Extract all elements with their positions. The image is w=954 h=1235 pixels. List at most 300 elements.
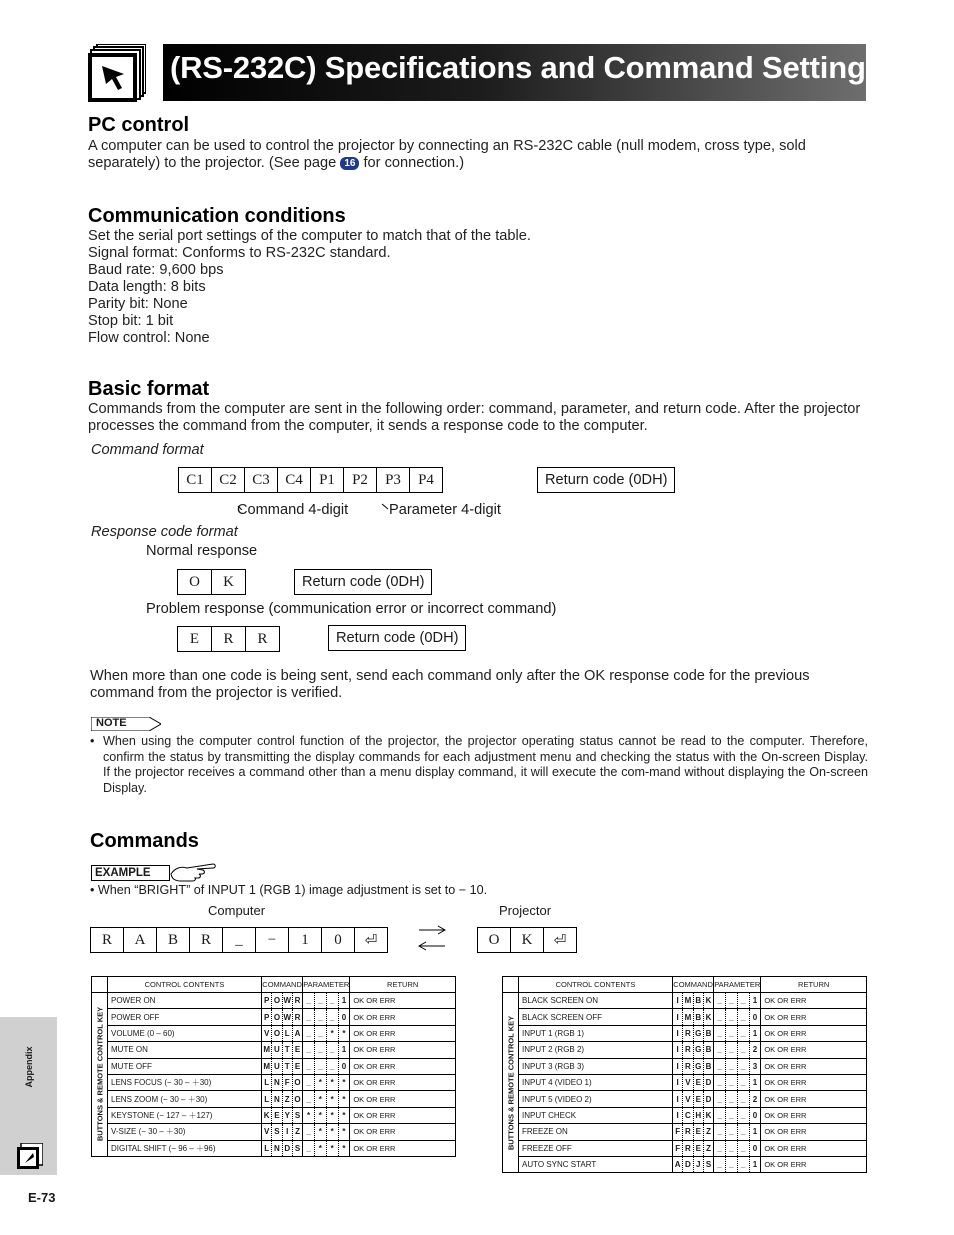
parameter-char-cell: 1: [749, 1074, 761, 1090]
parameter-char-cell: *: [314, 1124, 326, 1140]
command-char-cell: I: [673, 1042, 683, 1058]
return-cell: OK OR ERR: [761, 1058, 867, 1074]
parameter-char-cell: _: [737, 1058, 749, 1074]
parameter-char-cell: _: [303, 1042, 315, 1058]
control-contents-cell: INPUT 5 (VIDEO 2): [519, 1091, 673, 1107]
command-char-cell: E: [693, 1091, 703, 1107]
control-contents-cell: BLACK SCREEN OFF: [519, 1009, 673, 1025]
example-cell: K: [511, 928, 544, 952]
problem-response-cells: [177, 626, 280, 652]
command-char-cell: U: [272, 1042, 282, 1058]
return-cell: OK OR ERR: [350, 1074, 456, 1090]
parameter-cell: P4: [418, 471, 434, 488]
command-char-cell: R: [292, 1009, 302, 1025]
parameter-char-cell: 1: [338, 993, 350, 1009]
return-cell: OK OR ERR: [761, 1124, 867, 1140]
parameter-char-cell: _: [725, 1140, 737, 1156]
return-code-box: Return code (0DH): [537, 467, 675, 493]
command-char-cell: F: [673, 1124, 683, 1140]
parameter-char-cell: _: [303, 1058, 315, 1074]
example-command-cells: [90, 927, 388, 953]
command-char-cell: O: [272, 993, 282, 1009]
parameter-char-cell: _: [714, 1107, 726, 1123]
command-char-cell: Z: [292, 1124, 302, 1140]
header-parameter: PARAMETER: [303, 977, 350, 993]
command-char-cell: N: [272, 1140, 282, 1156]
parameter-char-cell: _: [303, 1074, 315, 1090]
side-label-cell: [503, 993, 519, 1173]
control-contents-cell: INPUT 2 (RGB 2): [519, 1042, 673, 1058]
command-char-cell: D: [683, 1156, 693, 1172]
parameter-char-cell: _: [714, 1042, 726, 1058]
control-contents-cell: KEYSTONE (− 127 – ＋127): [108, 1107, 262, 1123]
table-row: [92, 1140, 456, 1156]
example-cell: B: [157, 928, 190, 952]
command-char-cell: F: [282, 1074, 292, 1090]
parameter-char-cell: 2: [749, 1042, 761, 1058]
command-char-cell: I: [673, 1058, 683, 1074]
header-return: RETURN: [350, 977, 456, 993]
command-char-cell: V: [683, 1091, 693, 1107]
command-char-cell: E: [292, 1042, 302, 1058]
command-char-cell: R: [292, 993, 302, 1009]
command-char-cell: D: [703, 1091, 713, 1107]
parameter-char-cell: _: [725, 1058, 737, 1074]
command-char-cell: I: [673, 1107, 683, 1123]
parameter-char-cell: _: [303, 1091, 315, 1107]
computer-label: Computer: [208, 903, 266, 918]
table-row: [503, 1156, 867, 1172]
parameter-char-cell: _: [314, 993, 326, 1009]
parameter-char-cell: _: [314, 1042, 326, 1058]
parameter-char-cell: _: [303, 1140, 315, 1156]
command-char-cell: O: [292, 1091, 302, 1107]
example-cell: 0: [322, 928, 355, 952]
command-char-cell: G: [693, 1042, 703, 1058]
parameter-char-cell: *: [326, 1091, 338, 1107]
commands-heading: Commands: [90, 830, 199, 852]
parameter-char-cell: _: [714, 1124, 726, 1140]
example-cell: R: [190, 928, 223, 952]
command-char-cell: B: [703, 1042, 713, 1058]
parameter-digit-label: Parameter 4-digit: [389, 502, 501, 518]
example-cell: _: [223, 928, 256, 952]
command-char-cell: D: [703, 1074, 713, 1090]
parameter-char-cell: *: [326, 1124, 338, 1140]
normal-response-label: Normal response: [146, 543, 258, 559]
command-char-cell: E: [693, 1124, 703, 1140]
parameter-char-cell: 0: [749, 1140, 761, 1156]
parameter-char-cell: _: [303, 1025, 315, 1041]
page-title: (RS-232C) Specifications and Command Settings: [170, 50, 883, 85]
return-key-cell: ⏎: [364, 932, 378, 949]
return-cell: OK OR ERR: [350, 1009, 456, 1025]
response-format-label: Response code format: [91, 524, 238, 540]
command-char-cell: N: [272, 1091, 282, 1107]
command-char-cell: I: [673, 1074, 683, 1090]
control-contents-cell: INPUT CHECK: [519, 1107, 673, 1123]
parameter-char-cell: 1: [338, 1042, 350, 1058]
parameter-char-cell: _: [737, 1025, 749, 1041]
parameter-char-cell: *: [338, 1091, 350, 1107]
parameter-char-cell: _: [714, 1058, 726, 1074]
command-char-cell: M: [683, 1009, 693, 1025]
header-command: COMMAND: [673, 977, 714, 993]
comm-line: Data length: 8 bits: [88, 279, 206, 295]
note-bullet: •: [90, 734, 95, 748]
control-contents-cell: MUTE ON: [108, 1042, 262, 1058]
communication-heading: Communication conditions: [88, 205, 346, 227]
normal-return-code-box: Return code (0DH): [294, 569, 432, 595]
parameter-char-cell: _: [714, 1091, 726, 1107]
return-cell: OK OR ERR: [350, 1091, 456, 1107]
command-char-cell: K: [703, 993, 713, 1009]
command-char-cell: M: [683, 993, 693, 1009]
command-char-cell: B: [693, 1009, 703, 1025]
projector-label: Projector: [499, 903, 552, 918]
example-cell: O: [478, 928, 511, 952]
control-contents-cell: FREEZE OFF: [519, 1140, 673, 1156]
comm-line: Stop bit: 1 bit: [88, 313, 174, 329]
command-char-cell: B: [703, 1058, 713, 1074]
command-char-cell: M: [262, 1042, 272, 1058]
command-char-cell: T: [282, 1042, 292, 1058]
return-cell: OK OR ERR: [350, 1124, 456, 1140]
response-cell: K: [223, 573, 234, 590]
header-return: RETURN: [761, 977, 867, 993]
parameter-char-cell: 0: [338, 1009, 350, 1025]
return-cell: OK OR ERR: [761, 1074, 867, 1090]
note-text: When using the computer control function of the projector, the projector operating status cannot be read to the computer. Therefore, confirm the status by transmitting the display commands for each adjustment menu and checking the status with the On-screen Display. If the projector receives a command other than a menu display command, it will execute the com-mand without displaying the On-screen Display.: [103, 734, 868, 795]
command-char-cell: S: [292, 1140, 302, 1156]
parameter-char-cell: _: [725, 1009, 737, 1025]
return-cell: OK OR ERR: [761, 993, 867, 1009]
table-row: [503, 1009, 867, 1025]
control-contents-cell: POWER ON: [108, 993, 262, 1009]
parameter-char-cell: *: [326, 1074, 338, 1090]
exchange-arrows-icon: [417, 924, 447, 952]
command-char-cell: V: [262, 1025, 272, 1041]
table-row: [92, 1074, 456, 1090]
page-ref-badge[interactable]: 16: [340, 157, 359, 170]
parameter-char-cell: *: [326, 1107, 338, 1123]
parameter-char-cell: _: [326, 1058, 338, 1074]
header-parameter: PARAMETER: [714, 977, 761, 993]
command-char-cell: Z: [703, 1140, 713, 1156]
command-char-cell: V: [262, 1124, 272, 1140]
parameter-char-cell: _: [737, 1156, 749, 1172]
command-cell: C3: [245, 468, 278, 492]
control-contents-cell: INPUT 3 (RGB 3): [519, 1058, 673, 1074]
parameter-char-cell: _: [725, 1156, 737, 1172]
parameter-char-cell: _: [714, 1156, 726, 1172]
table-row: [503, 1025, 867, 1041]
return-cell: OK OR ERR: [761, 1107, 867, 1123]
parameter-char-cell: 1: [749, 1156, 761, 1172]
command-char-cell: R: [683, 1140, 693, 1156]
parameter-char-cell: *: [338, 1140, 350, 1156]
parameter-char-cell: 2: [749, 1091, 761, 1107]
command-char-cell: P: [262, 1009, 272, 1025]
control-contents-cell: DIGITAL SHIFT (− 96 – ＋96): [108, 1140, 262, 1156]
parameter-char-cell: _: [737, 993, 749, 1009]
pc-control-text: A computer can be used to control the projector by connecting an RS-232C cable (null modem, cross type, sold separately) to the projector. (See page 16 for connection.): [88, 138, 806, 171]
command-char-cell: I: [282, 1124, 292, 1140]
control-contents-cell: POWER OFF: [108, 1009, 262, 1025]
command-char-cell: R: [683, 1042, 693, 1058]
command-char-cell: S: [703, 1156, 713, 1172]
parameter-char-cell: _: [714, 993, 726, 1009]
section-icon: [88, 44, 146, 102]
parameter-char-cell: _: [314, 1025, 326, 1041]
parameter-char-cell: _: [714, 1074, 726, 1090]
command-char-cell: S: [292, 1107, 302, 1123]
parameter-char-cell: _: [714, 1009, 726, 1025]
parameter-char-cell: *: [314, 1091, 326, 1107]
control-contents-cell: INPUT 1 (RGB 1): [519, 1025, 673, 1041]
command-char-cell: S: [272, 1124, 282, 1140]
table-row: [92, 1091, 456, 1107]
side-label: BUTTONS & REMOTE CONTROL KEY: [95, 1007, 104, 1142]
pointing-hand-icon: [169, 860, 217, 882]
command-char-cell: Z: [703, 1124, 713, 1140]
control-contents-cell: FREEZE ON: [519, 1124, 673, 1140]
parameter-char-cell: *: [326, 1025, 338, 1041]
control-contents-cell: INPUT 4 (VIDEO 1): [519, 1074, 673, 1090]
parameter-cell: P3: [377, 468, 410, 492]
control-contents-cell: V-SIZE (− 30 – ＋30): [108, 1124, 262, 1140]
parameter-char-cell: _: [737, 1009, 749, 1025]
command-char-cell: E: [693, 1074, 703, 1090]
pc-control-heading: PC control: [88, 114, 190, 136]
command-char-cell: G: [693, 1058, 703, 1074]
command-char-cell: M: [262, 1058, 272, 1074]
parameter-char-cell: _: [725, 993, 737, 1009]
normal-response-cells: [177, 569, 246, 595]
parameter-char-cell: _: [303, 1124, 315, 1140]
parameter-char-cell: *: [314, 1074, 326, 1090]
parameter-char-cell: *: [314, 1140, 326, 1156]
control-contents-cell: LENS ZOOM (− 30 – ＋30): [108, 1091, 262, 1107]
return-cell: OK OR ERR: [350, 1140, 456, 1156]
command-char-cell: R: [683, 1058, 693, 1074]
return-cell: OK OR ERR: [350, 1042, 456, 1058]
command-cell: C2: [212, 468, 245, 492]
return-cell: OK OR ERR: [761, 1025, 867, 1041]
return-cell: OK OR ERR: [761, 1140, 867, 1156]
parameter-char-cell: _: [326, 993, 338, 1009]
parameter-char-cell: *: [338, 1025, 350, 1041]
command-char-cell: H: [693, 1107, 703, 1123]
table-row: [503, 1140, 867, 1156]
page-number: E-73: [28, 1190, 56, 1205]
parameter-char-cell: *: [338, 1124, 350, 1140]
return-cell: OK OR ERR: [350, 1025, 456, 1041]
return-cell: OK OR ERR: [350, 993, 456, 1009]
side-label-cell: [92, 993, 108, 1157]
command-char-cell: A: [673, 1156, 683, 1172]
command-char-cell: W: [282, 993, 292, 1009]
parameter-char-cell: 1: [749, 1124, 761, 1140]
command-char-cell: K: [262, 1107, 272, 1123]
parameter-char-cell: _: [725, 1042, 737, 1058]
comm-line: Signal format: Conforms to RS-232C standard.: [88, 245, 391, 261]
command-char-cell: J: [693, 1156, 703, 1172]
comm-line: Parity bit: None: [88, 296, 188, 312]
control-contents-cell: VOLUME (0 – 60): [108, 1025, 262, 1041]
command-char-cell: D: [282, 1140, 292, 1156]
response-cell: R: [212, 627, 246, 651]
response-cell: O: [178, 570, 212, 594]
command-char-cell: I: [673, 1091, 683, 1107]
parameter-char-cell: _: [303, 1009, 315, 1025]
command-char-cell: E: [693, 1140, 703, 1156]
communication-list: [88, 228, 531, 347]
response-cell: R: [257, 630, 268, 647]
command-char-cell: C: [683, 1107, 693, 1123]
command-char-cell: L: [262, 1140, 272, 1156]
command-char-cell: E: [272, 1107, 282, 1123]
table-row: [503, 1042, 867, 1058]
command-char-cell: L: [262, 1074, 272, 1090]
command-char-cell: T: [282, 1058, 292, 1074]
command-char-cell: P: [262, 993, 272, 1009]
basic-format-heading: Basic format: [88, 378, 210, 400]
table-row: [92, 1042, 456, 1058]
return-cell: OK OR ERR: [350, 1107, 456, 1123]
example-cell: 1: [289, 928, 322, 952]
command-char-cell: K: [703, 1107, 713, 1123]
parameter-char-cell: _: [737, 1107, 749, 1123]
header-command: COMMAND: [262, 977, 303, 993]
command-char-cell: R: [683, 1025, 693, 1041]
command-cell: C1: [179, 468, 212, 492]
parameter-cell: P2: [344, 468, 377, 492]
side-label: BUTTONS & REMOTE CONTROL KEY: [506, 1015, 515, 1150]
command-digit-label: Command 4-digit: [237, 502, 349, 518]
command-char-cell: I: [673, 1025, 683, 1041]
command-char-cell: B: [703, 1025, 713, 1041]
command-char-cell: I: [673, 1009, 683, 1025]
appendix-label: Appendix: [24, 1046, 34, 1088]
command-char-cell: K: [703, 1009, 713, 1025]
parameter-char-cell: _: [737, 1042, 749, 1058]
parameter-char-cell: *: [303, 1107, 315, 1123]
table-row: [92, 1025, 456, 1041]
return-cell: OK OR ERR: [761, 1042, 867, 1058]
command-table-left: [91, 976, 456, 1157]
example-cell: −: [256, 928, 289, 952]
parameter-char-cell: _: [714, 1140, 726, 1156]
example-cell: R: [91, 928, 124, 952]
parameter-char-cell: 1: [749, 1025, 761, 1041]
parameter-char-cell: *: [338, 1074, 350, 1090]
header-control-contents: CONTROL CONTENTS: [519, 977, 673, 993]
command-cell: C4: [278, 468, 311, 492]
ok-response-note: When more than one code is being sent, send each command only after the OK response code for the previous command from the projector is verified.: [90, 668, 810, 701]
command-char-cell: O: [272, 1009, 282, 1025]
command-char-cell: L: [262, 1091, 272, 1107]
command-char-cell: O: [292, 1074, 302, 1090]
command-char-cell: Z: [282, 1091, 292, 1107]
example-cell: A: [124, 928, 157, 952]
appendix-icon: [17, 1143, 43, 1169]
table-row: [92, 1124, 456, 1140]
command-format-cells: [178, 467, 443, 493]
parameter-char-cell: *: [326, 1140, 338, 1156]
problem-response-label: Problem response (communication error or incorrect command): [146, 601, 557, 617]
parameter-char-cell: _: [725, 1124, 737, 1140]
note-tag: NOTE: [91, 717, 161, 731]
command-char-cell: L: [282, 1025, 292, 1041]
example-tag: EXAMPLE: [91, 860, 219, 882]
command-char-cell: N: [272, 1074, 282, 1090]
parameter-char-cell: _: [725, 1074, 737, 1090]
parameter-char-cell: _: [314, 1058, 326, 1074]
command-char-cell: F: [673, 1140, 683, 1156]
example-text: • When “BRIGHT” of INPUT 1 (RGB 1) image adjustment is set to − 10.: [90, 883, 488, 897]
table-row: [92, 993, 456, 1009]
return-cell: OK OR ERR: [761, 1156, 867, 1172]
command-char-cell: U: [272, 1058, 282, 1074]
command-char-cell: W: [282, 1009, 292, 1025]
parameter-char-cell: _: [737, 1124, 749, 1140]
table-row: [503, 993, 867, 1009]
command-table-right: [502, 976, 867, 1173]
parameter-char-cell: _: [737, 1140, 749, 1156]
control-contents-cell: MUTE OFF: [108, 1058, 262, 1074]
parameter-char-cell: _: [725, 1091, 737, 1107]
parameter-char-cell: _: [737, 1091, 749, 1107]
parameter-char-cell: 0: [749, 1107, 761, 1123]
parameter-char-cell: *: [314, 1107, 326, 1123]
appendix-tab: [0, 1017, 57, 1175]
example-response-cells: [477, 927, 577, 953]
table-row: [503, 1124, 867, 1140]
table-row: [92, 1009, 456, 1025]
table-row: [92, 1107, 456, 1123]
table-row: [503, 1074, 867, 1090]
return-key-cell: ⏎: [553, 932, 567, 949]
parameter-char-cell: 0: [338, 1058, 350, 1074]
return-cell: OK OR ERR: [761, 1091, 867, 1107]
parameter-char-cell: _: [737, 1074, 749, 1090]
parameter-char-cell: _: [326, 1042, 338, 1058]
basic-format-intro: Commands from the computer are sent in the following order: command, parameter, and return code. After the projector processes the command from the computer, it sends a response code to the computer.: [88, 401, 861, 434]
parameter-char-cell: *: [338, 1107, 350, 1123]
control-contents-cell: BLACK SCREEN ON: [519, 993, 673, 1009]
parameter-char-cell: _: [326, 1009, 338, 1025]
table-row: [503, 1091, 867, 1107]
comm-line: Flow control: None: [88, 330, 210, 346]
command-char-cell: B: [693, 993, 703, 1009]
command-format-label: Command format: [91, 442, 204, 458]
table-row: [503, 1058, 867, 1074]
control-contents-cell: LENS FOCUS (− 30 – ＋30): [108, 1074, 262, 1090]
parameter-char-cell: 1: [749, 993, 761, 1009]
parameter-char-cell: _: [314, 1009, 326, 1025]
header-control-contents: CONTROL CONTENTS: [108, 977, 262, 993]
command-char-cell: V: [683, 1074, 693, 1090]
parameter-char-cell: _: [714, 1025, 726, 1041]
return-cell: OK OR ERR: [761, 1009, 867, 1025]
command-char-cell: E: [292, 1058, 302, 1074]
control-contents-cell: AUTO SYNC START: [519, 1156, 673, 1172]
response-cell: E: [178, 627, 212, 651]
command-char-cell: O: [272, 1025, 282, 1041]
return-cell: OK OR ERR: [350, 1058, 456, 1074]
parameter-char-cell: _: [725, 1025, 737, 1041]
